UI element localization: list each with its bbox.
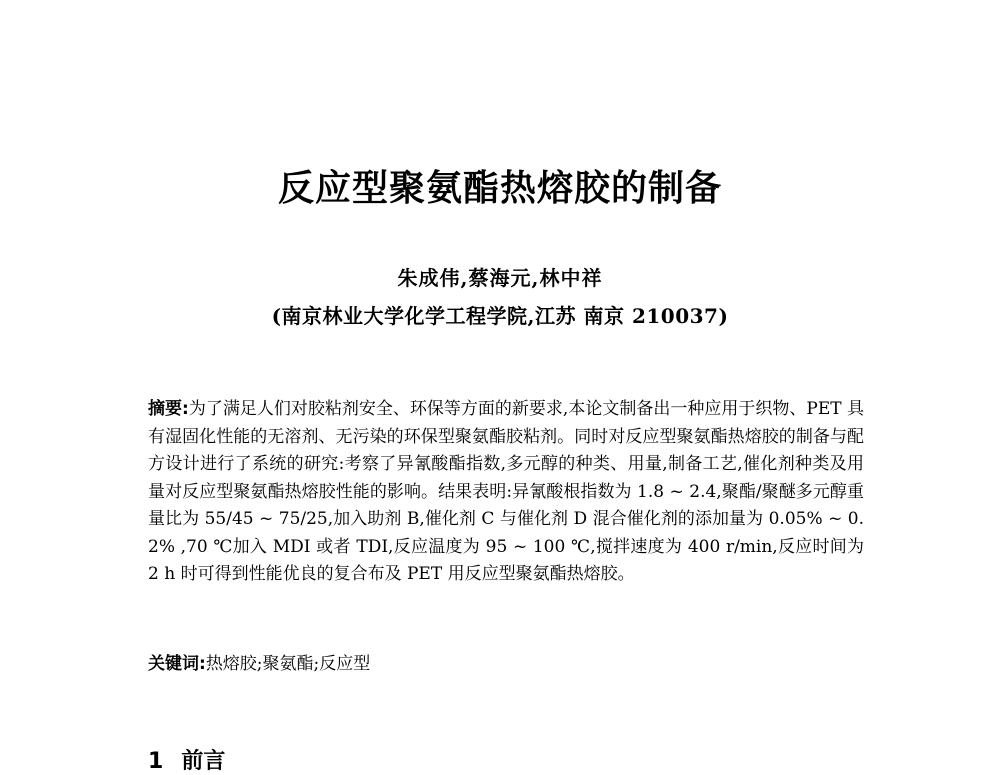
authors: 朱成伟,蔡海元,林中祥 bbox=[397, 266, 603, 290]
affiliation: (南京林业大学化学工程学院,江苏 南京 210037) bbox=[271, 304, 729, 328]
paper-title: 反应型聚氨酯热熔胶的制备 bbox=[277, 168, 722, 209]
section-number: 1 bbox=[148, 749, 164, 774]
abstract bbox=[148, 396, 864, 589]
keywords-text: 热熔胶;聚氨酯;反应型 bbox=[205, 654, 371, 674]
section-title: 前言 bbox=[181, 749, 226, 774]
keywords bbox=[148, 651, 864, 679]
abstract-text: 为了满足人们对胶粘剂安全、环保等方面的新要求,本论文制备出一种应用于织物、PET 具有湿固化性能的无溶剂、无污染的环保型聚氨酯胶粘剂。同时对反应型聚氨酯热熔胶的制备与配方设计进行了系统的研究:考察了异氰酸酯指数,多元醇的种类、用量,制备工艺,催化剂种类及用量对反应型聚氨酯热熔胶性能的影响。结果表明:异氰酸根指数为 1.8 ~ 2.4,聚酯/聚醚多元醇重量比为 55/45 ~ 75/25,加入助剂 B,催化剂 C 与催化剂 D 混合催化剂的添加量为 0.05% ~ 0.2% ,70 ℃加入 MDI 或者 TDI,反应温度为 95 ~ 100 ℃,搅拌速度为 400 r/min,反应时间为 2 h 时可得到性能优良的复合布及 PET 用反应型聚氨酯热熔胶。 bbox=[148, 399, 864, 584]
keywords-label: 关键词: bbox=[148, 654, 206, 674]
abstract-label: 摘要: bbox=[148, 399, 189, 419]
